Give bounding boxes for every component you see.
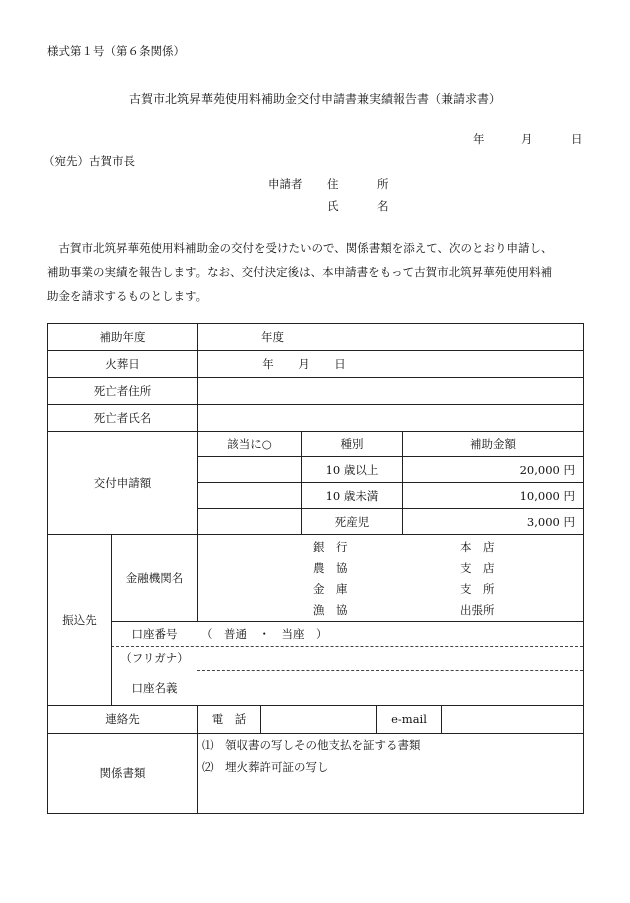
bank-type: 漁 協 — [313, 603, 348, 617]
amount-cell: 3,000 円 — [526, 514, 575, 529]
cremation-day: 日 — [334, 356, 346, 371]
branch-type: 本 店 — [460, 540, 495, 554]
contact-label: 連絡先 — [105, 712, 140, 726]
amount-header: 補助金額 — [470, 436, 516, 451]
body-line: 古賀市北筑昇華苑使用料補助金の交付を受けたいので、関係書類を添えて、次のとおり申請し、 — [47, 241, 553, 255]
cremation-month: 月 — [298, 356, 310, 371]
branch-type: 支 店 — [460, 561, 495, 575]
subsidy-year-value: 年度 — [261, 330, 284, 344]
name-label-1: 氏 — [327, 199, 339, 213]
account-type-selector[interactable]: （ 普通 ・ 当座 ） — [201, 626, 328, 641]
cremation-date-label: 火葬日 — [105, 356, 140, 371]
applicable-header: 該当に○ — [227, 436, 272, 451]
type-cell: 10 歳以上 — [325, 462, 379, 477]
form-number: 様式第１号（第６条関係） — [47, 44, 185, 58]
phone-field[interactable] — [261, 705, 376, 733]
document-item: ⑵ 埋火葬許可証の写し — [202, 760, 329, 774]
account-name-label: 口座名義 — [131, 680, 178, 695]
address-label-2: 所 — [377, 177, 389, 191]
bank-type: 銀 行 — [313, 540, 348, 554]
address-label-1: 住 — [327, 177, 339, 191]
body-text — [47, 236, 587, 308]
applicable-checkbox[interactable] — [198, 457, 301, 482]
date-year: 年 — [473, 132, 485, 146]
applicable-checkbox[interactable] — [198, 483, 301, 508]
branch-type: 出張所 — [460, 603, 495, 617]
date-month: 月 — [521, 132, 533, 146]
account-name-field[interactable] — [198, 670, 583, 705]
bank-type: 農 協 — [313, 561, 348, 575]
body-line: 助金を請求するものとします。 — [47, 289, 208, 303]
deceased-address-label: 死亡者住所 — [93, 383, 152, 398]
deceased-name-field[interactable] — [198, 404, 583, 431]
bank-name-label: 金融機関名 — [125, 570, 184, 585]
email-field[interactable] — [442, 705, 583, 733]
body-line: 補助事業の実績を報告します。なお、交付決定後は、本申請書をもって古賀市北筑昇華苑使用料補 — [47, 265, 553, 279]
amount-cell: 10,000 円 — [519, 488, 575, 503]
grant-amount-label: 交付申請額 — [93, 475, 152, 490]
subsidy-year-label: 補助年度 — [99, 330, 146, 344]
documents-label: 関係書類 — [99, 766, 146, 780]
email-label: e-mail — [391, 712, 427, 726]
addressee: （宛先）古賀市長 — [43, 154, 135, 168]
type-header: 種別 — [340, 436, 364, 451]
transfer-label: 振込先 — [62, 612, 97, 627]
branch-type: 支 所 — [460, 582, 495, 596]
applicable-checkbox[interactable] — [198, 509, 301, 534]
furigana-label: （フリガナ） — [120, 651, 189, 665]
bank-type: 金 庫 — [313, 582, 348, 596]
applicant-label: 申請者 — [268, 177, 303, 191]
document-item: ⑴ 領収書の写しその他支払を証する書類 — [202, 738, 421, 752]
deceased-address-field[interactable] — [198, 377, 583, 404]
type-cell: 10 歳未満 — [325, 488, 379, 503]
application-table — [47, 323, 584, 814]
name-label-2: 名 — [377, 199, 389, 213]
cremation-year: 年 — [262, 356, 274, 371]
document-title: 古賀市北筑昇華苑使用料補助金交付申請書兼実績報告書（兼請求書） — [128, 92, 501, 106]
date-day: 日 — [571, 132, 583, 146]
type-cell: 死産児 — [334, 514, 370, 529]
deceased-name-label: 死亡者氏名 — [93, 410, 152, 425]
account-number-label: 口座番号 — [131, 626, 178, 641]
phone-label: 電 話 — [211, 712, 247, 726]
amount-cell: 20,000 円 — [519, 462, 575, 477]
furigana-field[interactable] — [198, 646, 583, 670]
